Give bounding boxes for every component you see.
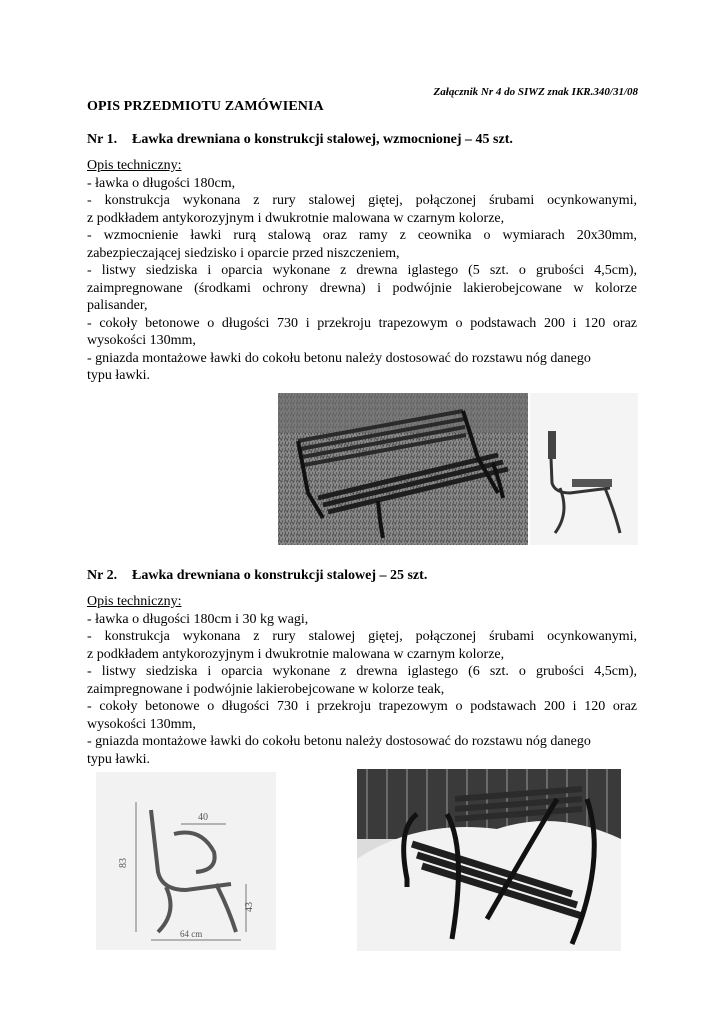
section-1-number: Nr 1. (87, 132, 118, 147)
section-2-spec (87, 593, 637, 768)
bench-1-photo (278, 393, 528, 545)
dim-depth-label: 64 cm (180, 929, 203, 939)
spec-line: - cokoły betonowe o długości 730 i przekroju trapezowym o podstawach 200 i 120 oraz (87, 699, 637, 714)
spec-line: zaimpregnowane i podwójnie lakierobejcowane w kolorze teak, (87, 681, 445, 697)
spec-line: typu ławki. (87, 751, 150, 767)
spec-line: zaimpregnowane (środkami ochrony drewna) i podwójnie lakierobejcowane w kolorze (87, 280, 637, 296)
spec-line: - wzmocnienie ławki rurą stalową oraz ramy z ceownika o wymiarach 20x30mm, (87, 228, 637, 243)
spec-line: z podkładem antykorozyjnym i dwukrotnie malowana w czarnym kolorze, (87, 210, 505, 226)
spec-line: wysokości 130mm, (87, 716, 196, 732)
spec-line: palisander, (87, 298, 148, 313)
section-2-heading (87, 568, 427, 584)
bench-2-technical-drawing (96, 772, 276, 950)
bench-1-side-photo (530, 393, 638, 545)
spec-line: - gniazda montażowe ławki do cokołu betonu należy dostosować do rozstawu nóg danego (87, 734, 591, 749)
spec-line: - ławka o długości 180cm, (87, 175, 236, 191)
bench-2-drawing-illustration (96, 772, 276, 950)
section-2-title: Ławka drewniana o konstrukcji stalowej – 25 szt. (132, 568, 428, 583)
spec-line: - konstrukcja wykonana z rury stalowej giętej, połączonej śrubami ocynkowanymi, (87, 629, 637, 644)
dim-seat-label: 43 (244, 902, 255, 912)
dim-height-label: 83 (118, 858, 129, 868)
section-1-title: Ławka drewniana o konstrukcji stalowej, wzmocnionej – 45 szt. (132, 132, 513, 147)
spec-line: - cokoły betonowe o długości 730 i przekroju trapezowym o podstawach 200 i 120 oraz (87, 315, 637, 331)
spec-line: wysokości 130mm, (87, 333, 196, 348)
section-1-spec (87, 157, 637, 385)
section-2-opis-label: Opis techniczny: (87, 594, 182, 609)
page-title: OPIS PRZEDMIOTU ZAMÓWIENIA (87, 99, 324, 114)
bench-1-side-illustration (530, 393, 638, 545)
spec-line: - konstrukcja wykonana z rury stalowej giętej, połączonej śrubami ocynkowanymi, (87, 193, 637, 208)
spec-line: - listwy siedziska i oparcia wykonane z drewna iglastego (5 szt. o grubości 4,5cm), (87, 263, 637, 278)
annex-reference: Załącznik Nr 4 do SIWZ znak IKR.340/31/08 (433, 86, 638, 98)
section-1-heading (87, 132, 513, 148)
spec-line: typu ławki. (87, 368, 150, 383)
bench-2-photo (357, 769, 621, 951)
spec-line: - listwy siedziska i oparcia wykonane z drewna iglastego (6 szt. o grubości 4,5cm), (87, 664, 637, 679)
bench-1-illustration (278, 393, 528, 545)
bench-2-illustration (357, 769, 621, 951)
section-1-opis-label: Opis techniczny: (87, 158, 182, 173)
spec-line: zabezpieczającej siedzisko i oparcie przed niszczeniem, (87, 245, 400, 261)
dim-width-label: 40 (198, 812, 208, 823)
spec-line: z podkładem antykorozyjnym i dwukrotnie malowana w czarnym kolorze, (87, 646, 505, 662)
spec-line: - gniazda montażowe ławki do cokołu betonu należy dostosować do rozstawu nóg danego (87, 350, 591, 366)
section-2-number: Nr 2. (87, 568, 118, 583)
spec-line: - ławka o długości 180cm i 30 kg wagi, (87, 611, 309, 627)
